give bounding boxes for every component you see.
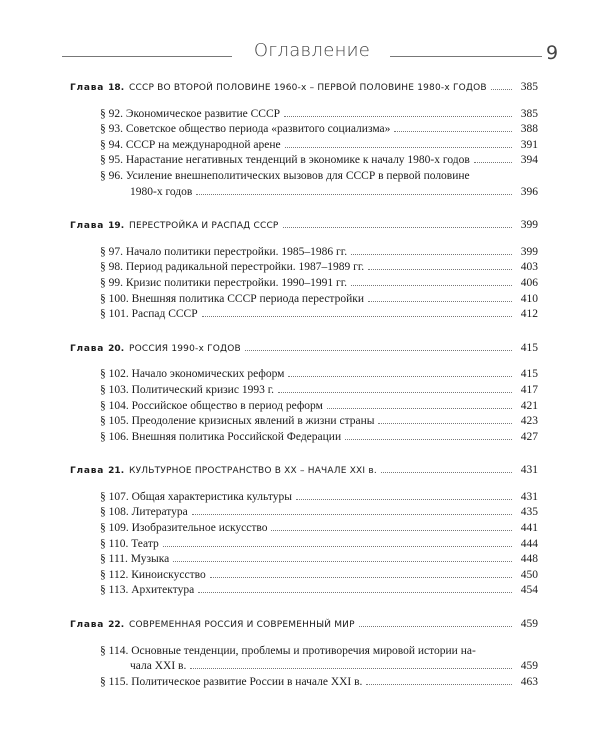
page-number: 9 [546,42,559,64]
section-entry[interactable] [70,169,538,200]
chapter-page: 399 [520,219,538,232]
section-page: 415 [520,368,538,381]
leader-dots [381,472,512,473]
section-entry[interactable] [70,505,538,521]
section-title: § 112. Киноискусство [100,568,206,581]
section-title: § 102. Начало экономических реформ [100,368,285,381]
chapter-page: 415 [520,341,538,354]
chapter-heading[interactable] [70,80,538,97]
chapter-page: 431 [520,464,538,477]
section-page: 391 [520,138,538,151]
page-title: Оглавление [253,40,371,61]
section-entry[interactable] [70,399,538,415]
section-entry[interactable] [70,414,538,430]
chapter-label: Глава [70,343,105,354]
page-header [62,40,559,70]
section-page: 417 [520,383,538,396]
section-page: 444 [520,537,538,550]
section-page: 454 [520,584,538,597]
leader-dots [285,147,512,148]
section-entry[interactable] [70,552,538,568]
section-title-continued: 1980-х годов [130,185,193,198]
section-page: 399 [520,245,538,258]
chapter-label: Глава [70,83,105,93]
section-page: 396 [520,185,538,198]
leader-dots [351,254,512,255]
chapter-label: Глава [70,466,105,477]
table-of-contents [70,80,538,708]
section-title-continued: чала XXI в. [130,660,187,673]
leader-dots [278,392,512,393]
chapter-21 [70,463,538,599]
section-title: § 106. Внешняя политика Российской Федерации [100,430,342,443]
leader-dots [202,316,512,317]
section-entry[interactable] [70,245,538,261]
chapter-19 [70,218,538,323]
section-title: § 98. Период радикальной перестройки. 1987–1989 гг. [100,261,365,274]
section-entry[interactable] [70,537,538,553]
chapter-label: Глава [70,620,105,631]
chapter-number: 20. [108,343,125,354]
leader-dots [173,561,512,562]
section-page: 427 [520,430,538,443]
section-page: 448 [520,553,538,566]
section-entry[interactable] [70,292,538,308]
section-title: § 101. Распад СССР [100,308,198,321]
section-entry[interactable] [70,383,538,399]
section-title: § 111. Музыка [100,553,170,566]
section-page: 459 [520,660,538,673]
leader-dots [327,408,512,409]
section-entry[interactable] [70,307,538,323]
section-title: § 92. Экономическое развитие СССР [100,107,281,120]
section-entry[interactable] [70,276,538,292]
section-page: 403 [520,261,538,274]
leader-dots [190,668,512,669]
section-title: § 93. Советское общество периода «развитого социализма» [100,123,391,136]
section-title: § 108. Литература [100,506,188,519]
chapter-title: КУЛЬТУРНОЕ ПРОСТРАНСТВО В XX – НАЧАЛЕ XXI в. [129,466,377,477]
leader-dots [394,131,512,132]
leader-dots [366,684,512,685]
section-page: 441 [520,522,538,535]
section-entry[interactable] [70,583,538,599]
section-page: 412 [520,308,538,321]
header-rule-right [390,56,542,57]
section-page: 435 [520,506,538,519]
chapter-title: СОВРЕМЕННАЯ РОССИЯ И СОВРЕМЕННЫЙ МИР [129,620,355,631]
section-page: 431 [520,490,538,503]
leader-dots [271,530,512,531]
leader-dots [245,350,512,351]
section-entry[interactable] [70,153,538,169]
chapter-label: Глава [70,221,105,232]
chapter-heading[interactable] [70,463,538,480]
chapter-number: 21. [108,466,125,477]
chapter-title: РОССИЯ 1990-х ГОДОВ [129,343,241,354]
section-title: § 105. Преодоление кризисных явлений в жизни страны [100,415,375,428]
leader-dots [198,592,512,593]
section-title: § 100. Внешняя политика СССР периода перестройки [100,292,364,305]
header-rule-left [62,56,232,57]
section-entry[interactable] [70,138,538,154]
section-page: 410 [520,292,538,305]
chapter-heading[interactable] [70,617,538,634]
leader-dots [368,301,512,302]
leader-dots [210,577,512,578]
leader-dots [345,439,512,440]
leader-dots [192,514,512,515]
chapter-number: 19. [108,221,125,232]
section-entry[interactable] [70,260,538,276]
chapter-page: 459 [520,618,538,631]
section-page: 385 [520,107,538,120]
leader-dots [474,162,512,163]
section-title: § 99. Кризис политики перестройки. 1990–1991 гг. [100,276,348,289]
leader-dots [351,285,512,286]
section-page: 421 [520,399,538,412]
chapter-22 [70,617,538,690]
section-page: 394 [520,154,538,167]
section-title: § 103. Политический кризис 1993 г. [100,383,274,396]
section-title: § 115. Политическое развитие России в начале XXI в. [100,675,363,688]
chapter-title: ПЕРЕСТРОЙКА И РАСПАД СССР [129,221,279,232]
section-entry[interactable] [70,568,538,584]
section-entry[interactable] [70,490,538,506]
leader-dots [378,423,512,424]
leader-dots [163,546,512,547]
leader-dots [284,116,512,117]
section-entry[interactable] [70,122,538,138]
section-page: 450 [520,568,538,581]
section-title: § 114. Основные тенденции, проблемы и противоречия мировой истории на- [100,644,476,657]
section-entry[interactable] [70,675,538,691]
section-title: § 104. Российское общество в период реформ [100,399,323,412]
section-page: 423 [520,415,538,428]
section-title: § 94. СССР на международной арене [100,138,281,151]
leader-dots [196,194,512,195]
section-entry[interactable] [70,367,538,383]
chapter-page: 385 [520,81,538,93]
leader-dots [296,499,512,500]
leader-dots [368,269,512,270]
section-title: § 109. Изобразительное искусство [100,522,268,535]
section-title: § 96. Усиление внешнеполитических вызовов для СССР в первой половине [100,169,470,182]
section-page: 388 [520,123,538,136]
leader-dots [288,376,512,377]
section-entry[interactable] [70,430,538,446]
section-entry[interactable] [70,107,538,123]
chapter-number: 22. [108,620,125,631]
chapter-number: 18. [108,83,125,93]
leader-dots [359,626,512,627]
leader-dots [283,227,512,228]
chapter-20 [70,341,538,446]
chapter-heading[interactable] [70,218,538,235]
section-title: § 113. Архитектура [100,584,195,597]
section-title: § 110. Театр [100,537,159,550]
section-title: § 97. Начало политики перестройки. 1985–1986 гг. [100,245,348,258]
section-entry[interactable] [70,644,538,675]
chapter-title: СССР ВО ВТОРОЙ ПОЛОВИНЕ 1960-х – ПЕРВОЙ ПОЛОВИНЕ 1980-х ГОДОВ [129,83,487,93]
section-page: 463 [520,675,538,688]
chapter-heading[interactable] [70,341,538,358]
section-title: § 95. Нарастание негативных тенденций в экономике к началу 1980-х годов [100,154,470,167]
section-page: 406 [520,276,538,289]
leader-dots [491,89,512,90]
section-title: § 107. Общая характеристика культуры [100,490,292,503]
chapter-18 [70,80,538,200]
section-entry[interactable] [70,521,538,537]
